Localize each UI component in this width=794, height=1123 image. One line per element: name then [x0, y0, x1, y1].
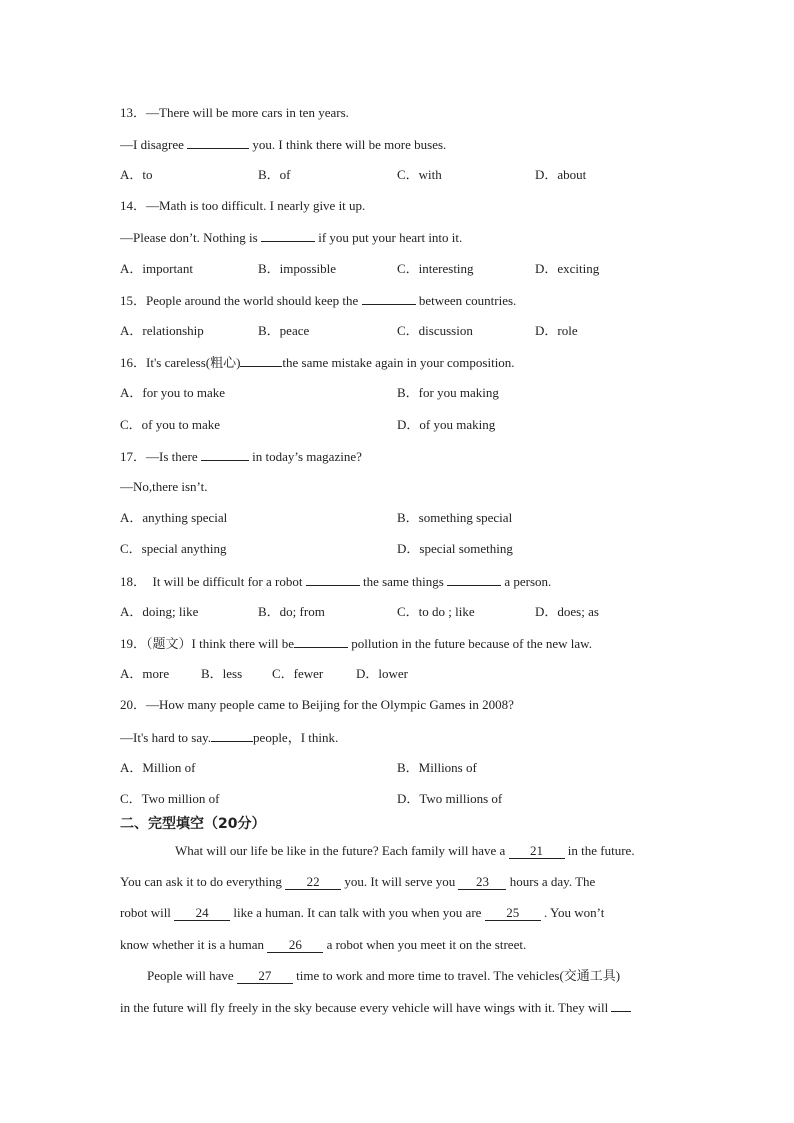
cloze-blank-22: 22	[285, 875, 341, 890]
q18-option-c: C．to do ; like	[397, 604, 475, 619]
q16-option-a: A．for you to make	[120, 385, 226, 400]
question-17-line2: —No,there isn’t.	[120, 479, 208, 494]
q13-option-a: A．to	[120, 167, 153, 182]
question-17-stem: 17．—Is there in today’s magazine?	[120, 449, 362, 464]
cloze-blank-continued	[611, 999, 631, 1012]
q20-option-c: C．Two million of	[120, 791, 220, 806]
cloze-blank-27: 27	[237, 969, 293, 984]
cloze-blank-25: 25	[485, 906, 541, 921]
q19-option-b: B．less	[201, 666, 243, 681]
cloze-p1-line1: What will our life be like in the future? Each family will have a 21 in the future.	[175, 843, 635, 858]
q14-option-d: D．exciting	[535, 261, 600, 276]
answer-blank	[294, 635, 348, 648]
question-13-line2: —I disagree you. I think there will be more buses.	[120, 137, 447, 152]
q14-option-b: B．impossible	[258, 261, 337, 276]
cloze-p1-line2: You can ask it to do everything 22 you. It will serve you 23 hours a day. The	[120, 874, 596, 889]
cloze-blank-21: 21	[509, 844, 565, 859]
q17-option-b: B．something special	[397, 510, 513, 525]
answer-blank	[211, 729, 253, 742]
q20-option-a: A．Million of	[120, 760, 196, 775]
q18-option-a: A．doing; like	[120, 604, 199, 619]
cloze-p2-line2: in the future will fly freely in the sky because every vehicle will have wings with it. They will	[120, 999, 676, 1016]
q20-option-b: B．Millions of	[397, 760, 477, 775]
q13-option-b: B．of	[258, 167, 291, 182]
q15-option-c: C．discussion	[397, 323, 473, 338]
question-20-line2: —It's hard to say. people，I think.	[120, 730, 339, 745]
q17-option-c: C．special anything	[120, 541, 227, 556]
question-16-stem: 16．It's careless(粗心) the same mistake again in your composition.	[120, 355, 515, 370]
q17-option-a: A．anything special	[120, 510, 228, 525]
answer-blank	[187, 136, 249, 149]
q17-option-d: D．special something	[397, 541, 513, 556]
question-15-stem: 15．People around the world should keep the between countries.	[120, 293, 517, 308]
cloze-p1-line3: robot will 24 like a human. It can talk with you when you are 25 . You won’t	[120, 905, 605, 920]
answer-blank	[261, 229, 315, 242]
question-13-stem: 13．—There will be more cars in ten years.	[120, 105, 349, 120]
question-18-stem: 18． It will be difficult for a robot the same things a person.	[120, 574, 552, 589]
cloze-p1-line4: know whether it is a human 26 a robot when you meet it on the street.	[120, 937, 527, 952]
q13-option-d: D．about	[535, 167, 587, 182]
q19-option-d: D．lower	[356, 666, 408, 681]
cloze-blank-23: 23	[458, 875, 506, 890]
answer-blank	[240, 354, 282, 367]
cloze-blank-26: 26	[267, 938, 323, 953]
q19-option-c: C．fewer	[272, 666, 324, 681]
question-20-stem: 20．—How many people came to Beijing for the Olympic Games in 2008?	[120, 697, 514, 712]
q18-option-b: B．do; from	[258, 604, 325, 619]
q18-option-d: D．does; as	[535, 604, 599, 619]
q15-option-d: D．role	[535, 323, 578, 338]
answer-blank	[201, 448, 249, 461]
q14-option-c: C．interesting	[397, 261, 474, 276]
question-14-stem: 14．—Math is too difficult. I nearly give it up.	[120, 198, 366, 213]
q13-option-c: C．with	[397, 167, 442, 182]
q19-option-a: A．more	[120, 666, 170, 681]
q20-option-d: D．Two millions of	[397, 791, 503, 806]
q16-option-b: B．for you making	[397, 385, 499, 400]
q14-option-a: A．important	[120, 261, 193, 276]
q16-option-d: D．of you making	[397, 417, 496, 432]
section-title-cloze: 二、完型填空（20分）	[120, 816, 266, 832]
question-14-line2: —Please don’t. Nothing is if you put your heart into it.	[120, 230, 463, 245]
answer-blank	[362, 292, 416, 305]
cloze-blank-24: 24	[174, 906, 230, 921]
answer-blank	[447, 573, 501, 586]
question-19-stem: 19．（题文）I think there will be pollution in the future because of the new law.	[120, 636, 592, 651]
q15-option-b: B．peace	[258, 323, 310, 338]
answer-blank	[306, 573, 360, 586]
q15-option-a: A．relationship	[120, 323, 204, 338]
q16-option-c: C．of you to make	[120, 417, 221, 432]
cloze-p2-line1: People will have 27 time to work and more time to travel. The vehicles(交通工具)	[147, 968, 621, 983]
